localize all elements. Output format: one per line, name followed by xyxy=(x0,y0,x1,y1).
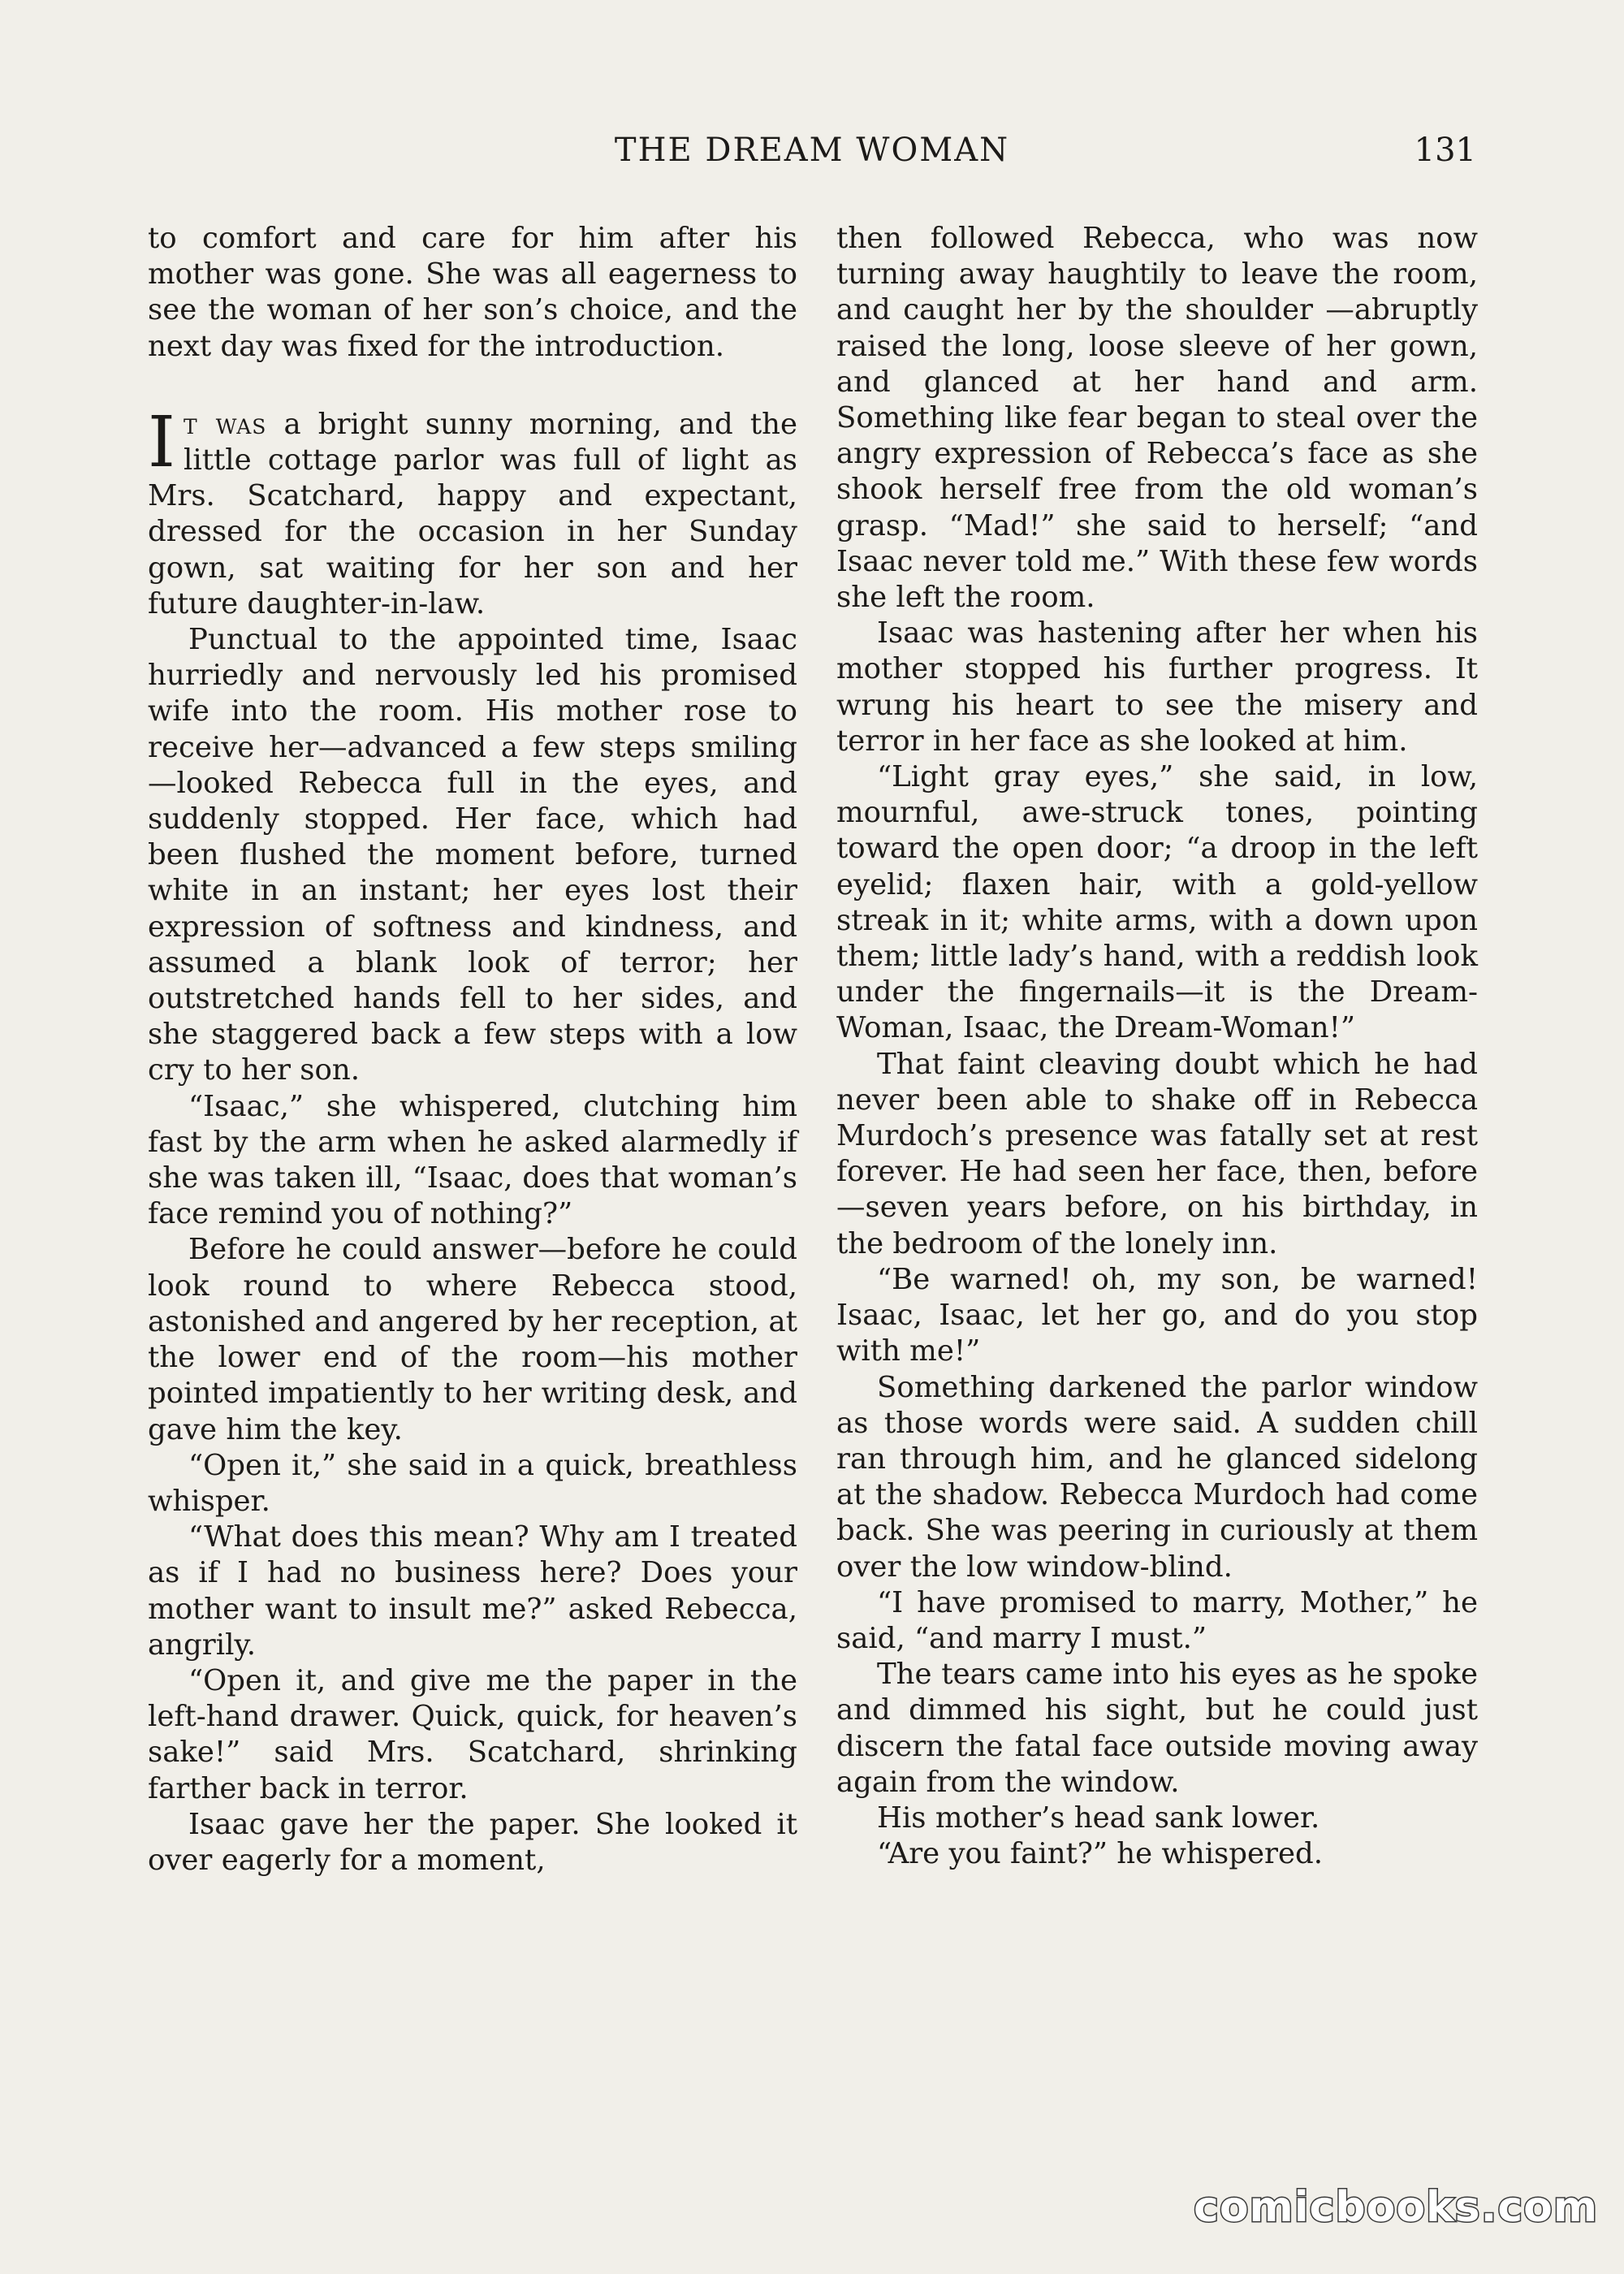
right-column xyxy=(836,221,1478,1872)
paragraph: “Isaac,” she whispered, clutching him fast by the arm when he asked alarmedly if she was taken ill, “Isaac, does that woman’s face remind you of nothing?” xyxy=(148,1089,797,1231)
paragraph: “What does this mean? Why am I treated as if I had no business here? Does your mother want to insult me?” asked Rebecca, angrily. xyxy=(148,1520,797,1662)
paragraph: Punctual to the appointed time, Isaac hurriedly and nervously led his promised wife into the room. His mother rose to receive her—advanced a few steps smiling—looked Rebecca full in the eyes, and suddenly stopped. Her face, which had been flushed the moment before, turned white in an instant; her eyes lost their expression of softness and kindness, and assumed a blank look of terror; her outstretched hands fell to her sides, and she staggered back a few steps with a low cry to her son. xyxy=(148,623,797,1087)
paragraph: “Are you faint?” he whispered. xyxy=(877,1837,1324,1871)
paragraph: “I have promised to marry, Mother,” he said, “and marry I must.” xyxy=(836,1585,1478,1655)
paragraph: “Open it,” she said in a quick, breathless whisper. xyxy=(148,1448,797,1518)
paragraph: “Be warned! oh, my son, be warned! Isaac, Isaac, let her go, and do you stop with me!” xyxy=(836,1262,1478,1368)
watermark-text: comicbooks.com xyxy=(1194,2183,1599,2232)
paragraph: to comfort and care for him after his mother was gone. She was all eagerness to see the woman of her son’s choice, and the next day was fixed for the introduction. xyxy=(148,222,797,363)
paragraph: Something darkened the parlor window as those words were said. A sudden chill ran through him, and he glanced sidelong at the shadow. Rebecca Murdoch had come back. She was peering in curiously at them over the low window-blind. xyxy=(836,1370,1478,1584)
running-title: THE DREAM WOMAN xyxy=(614,132,1010,169)
paragraph-section-start xyxy=(148,401,797,622)
small-caps-lead: t was xyxy=(183,407,267,441)
paragraph: “Open it, and give me the paper in the left-hand drawer. Quick, quick, for heaven’s sake!” said Mrs. Scatchard, shrinking farther back in terror. xyxy=(148,1663,797,1805)
paragraph: His mother’s head sank lower. xyxy=(877,1801,1320,1835)
site-watermark xyxy=(1194,2183,1599,2248)
paragraph: The tears came into his eyes as he spoke and dimmed his sight, but he could just discern the fatal face outside moving away again from the window. xyxy=(836,1658,1478,1799)
left-column xyxy=(148,221,797,1878)
paragraph: Isaac gave her the paper. She looked it over eagerly for a moment, xyxy=(148,1807,797,1877)
paragraph: Before he could answer—before he could look round to where Rebecca stood, astonished and angered by her reception, at the lower end of the room—his mother pointed impatiently to her writing desk, and gave him the key. xyxy=(148,1233,797,1446)
paragraph-text: a bright sunny morning, and the little cottage parlor was full of light as Mrs. Scatchard, happy and expectant, dressed for the occasion in her Sunday gown, sat waiting for her son and her future daughter-in-law. xyxy=(148,407,797,620)
page-number: 131 xyxy=(1414,132,1476,169)
paragraph: Isaac was hastening after her when his mother stopped his further progress. It wrung his heart to see the misery and terror in her face as she looked at him. xyxy=(836,616,1478,758)
paragraph: “Light gray eyes,” she said, in low, mournful, awe-struck tones, pointing toward the open door; “a droop in the left eyelid; flaxen hair, with a gold-yellow streak in it; white arms, with a down upon them; little lady’s hand, with a reddish look under the fingernails—it is the Dream-Woman, Isaac, the Dream-Woman!” xyxy=(836,760,1478,1045)
paragraph: That faint cleaving doubt which he had never been able to shake off in Rebecca Murdoch’s presence was fatally set at rest forever. He had seen her face, then, before—seven years before, on his birthday, in the bedroom of the lonely inn. xyxy=(836,1047,1478,1260)
running-header xyxy=(148,132,1476,180)
drop-cap: I xyxy=(148,401,175,483)
paragraph: then followed Rebecca, who was now turning away haughtily to leave the room, and caught her by the shoulder —abruptly raised the long, loose sleeve of her gown, and glanced at her hand and arm. Something like fear began to steal over the angry expression of Rebecca’s face as she shook herself free from the old woman’s grasp. “Mad!” she said to herself; “and Isaac never told me.” With these few words she left the room. xyxy=(836,222,1478,615)
